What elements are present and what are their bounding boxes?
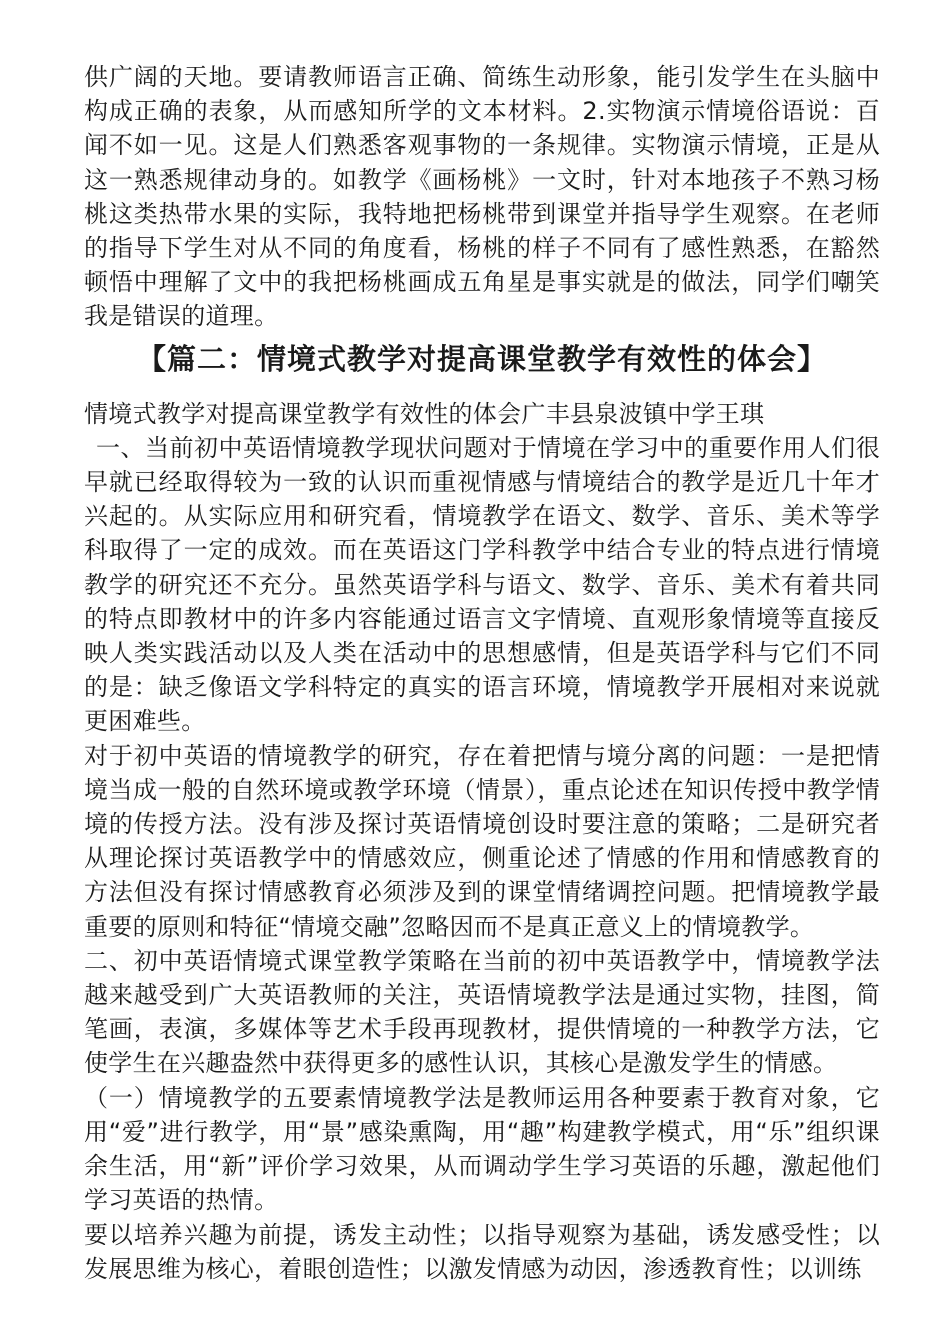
paragraph-3: 二、初中英语情境式课堂教学策略在当前的初中英语教学中，情境教学法越来越受到广大英语教师的关注，英语情境教学法是通过实物，挂图，简笔画，表演，多媒体等艺术手段再现教材，提供情境的一种教学方法，它使学生在兴趣盎然中获得更多的感性认识，其核心是激发学生的情感。 (84, 946, 880, 1078)
paragraph-5: 要以培养兴趣为前提，诱发主动性；以指导观察为基础，诱发感受性；以发展思维为核心，着眼创造性；以激发情感为动因，渗透教育性；以训练 (84, 1220, 880, 1283)
section-heading: 【篇二：情境式教学对提高课堂教学有效性的体会】 (136, 341, 827, 376)
paragraph-intro: 供广阔的天地。要请教师语言正确、简练生动形象，能引发学生在头脑中构成正确的表象，从而感知所学的文本材料。2.实物演示情境俗语说：百闻不如一见。这是人们熟悉客观事物的一条规律。实物演示情境，正是从这一熟悉规律动身的。如教学《画杨桃》一文时，针对本地孩子不熟习杨桃这类热带水果的实际，我特地把杨桃带到课堂并指导学生观察。在老师的指导下学生对从不同的角度看，杨桃的样子不同有了感性熟悉，在豁然顿悟中理解了文中的我把杨桃画成五角星是事实就是的做法，同学们嘲笑我是错误的道理。 (84, 63, 880, 331)
byline: 情境式教学对提高课堂教学有效性的体会广丰县泉波镇中学王琪 (84, 399, 765, 428)
paragraph-2: 对于初中英语的情境教学的研究，存在着把情与境分离的问题：一是把情境当成一般的自然环境或教学环境（情景），重点论述在知识传授中教学情境的传授方法。没有涉及探讨英语情境创设时要注意的策略；二是研究者从理论探讨英语教学中的情感效应，侧重论述了情感的作用和情感教育的方法但没有探讨情感教育必须涉及到的课堂情绪调控问题。把情境教学最重要的原则和特征“情境交融”忽略因而不是真正意义上的情境教学。 (84, 741, 880, 941)
paragraph-4: （一）情境教学的五要素情境教学法是教师运用各种要素于教育对象，它用“爱”进行教学，用“景”感染熏陶，用“趣”构建教学模式，用“乐”组织课余生活，用“新”评价学习效果，从而调动学生学习英语的乐趣，激起他们学习英语的热情。 (84, 1083, 880, 1215)
paragraph-1: 一、当前初中英语情境教学现状问题对于情境在学习中的重要作用人们很早就已经取得较为一致的认识而重视情感与情境结合的教学是近几十年才兴起的。从实际应用和研究看，情境教学在语文、数学、音乐、美术等学科取得了一定的成效。而在英语这门学科教学中结合专业的特点进行情境教学的研究还不充分。虽然英语学科与语文、数学、音乐、美术有着共同的特点即教材中的许多内容能通过语言文字情境、直观形象情境等直接反映人类实践活动以及人类在活动中的思想感情，但是英语学科与它们不同的是：缺乏像语文学科特定的真实的语言环境，情境教学开展相对来说就更困难些。 (84, 433, 880, 736)
document-page (84, 60, 880, 1286)
